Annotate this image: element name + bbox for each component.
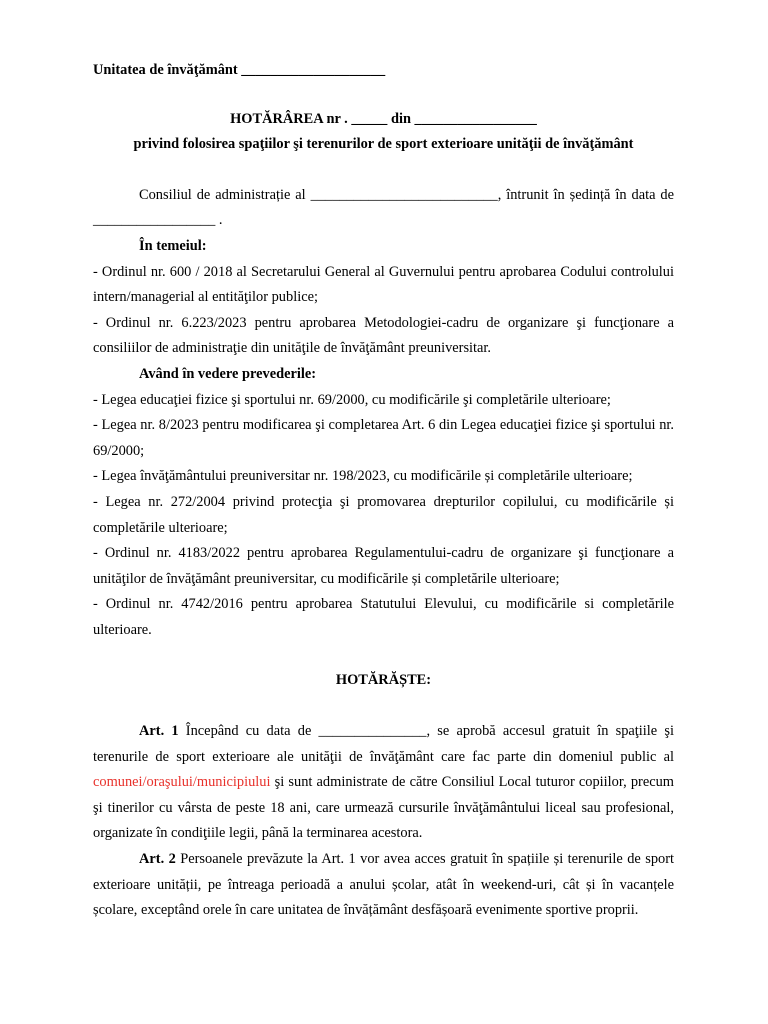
decision-title: HOTĂRÂREA nr . _____ din _________________	[230, 110, 537, 127]
intro-paragraph: Consiliul de administrație al __________________________, întrunit în ședință în data de _________________ .	[93, 186, 674, 229]
prevedere-item: - Legea învăţământului preuniversitar nr. 198/2023, cu modificările și completările ulterioare;	[93, 468, 633, 485]
article-2	[93, 847, 674, 924]
article-1-text-after: şi sunt administrate de către Consiliul Local tuturor copiilor, precum şi tinerilor cu vârsta de peste 18 ani, care urmează cursurile învăţământului liceal sau profesional, organizate în condiţiile legii, până la terminarea acestora.	[93, 774, 674, 842]
unit-line: Unitatea de învăţământ ____________________	[93, 62, 386, 78]
article-1-text-before: Începând cu data de _______________, se aprobă accesul gratuit în spaţiile şi terenurile de sport exterioare ale unităţii de învăţământ care fac parte din domeniul public al	[93, 723, 674, 765]
spacer	[93, 643, 674, 668]
prevedere-item: - Ordinul nr. 4183/2022 pentru aprobarea Regulamentului-cadru de organizare şi funcţionare a unităţilor de învăţământ preuniversitar, cu modificările și completările ulterioare;	[93, 545, 674, 587]
article-2-label: Art. 2	[139, 851, 176, 868]
article-1-label: Art. 1	[139, 723, 179, 740]
decision-subtitle: privind folosirea spaţiilor şi terenurilor de sport exterioare unităţii de învăţământ	[133, 136, 634, 153]
hotaraste-heading: HOTĂRĂȘTE:	[335, 672, 432, 689]
in-temeiul-heading: În temeiul:	[139, 237, 207, 254]
article-2-text: Persoanele prevăzute la Art. 1 vor avea acces gratuit în spațiile și terenurile de sport exterioare unității, pe întreaga perioadă a anului școlar, atât în weekend-uri, cât și în vacanțele școlare, exceptând orele în care unitatea de învățământ desfășoară evenimente sportive proprii.	[93, 851, 674, 919]
prevedere-item: - Legea educaţiei fizice şi sportului nr. 69/2000, cu modificările şi completările ulterioare;	[93, 391, 611, 408]
prevedere-item: - Ordinul nr. 4742/2016 pentru aprobarea Statutului Elevului, cu modificările si completările ulterioare.	[93, 596, 674, 638]
article-1-highlight: comunei/oraşului/municipiului	[93, 774, 271, 791]
spacer	[93, 158, 674, 183]
prevedere-item: - Legea nr. 272/2004 privind protecţia şi promovarea drepturilor copilului, cu modificările și completările ulterioare;	[93, 493, 674, 536]
article-1	[93, 719, 674, 847]
prevedere-item: - Legea nr. 8/2023 pentru modificarea şi completarea Art. 6 din Legea educaţiei fizice şi sportului nr. 69/2000;	[93, 417, 674, 459]
avand-in-vedere-heading: Având în vedere prevederile:	[139, 365, 317, 382]
temeiul-item: - Ordinul nr. 600 / 2018 al Secretarului General al Guvernului pentru aprobarea Codului controlului intern/managerial al entităţilor publice;	[93, 263, 674, 306]
spacer	[93, 694, 674, 719]
temeiul-item: - Ordinul nr. 6.223/2023 pentru aprobarea Metodologiei-cadru de organizare şi funcţionare a consiliilor de administraţie din unităţile de învăţământ preuniversitar.	[93, 314, 674, 357]
